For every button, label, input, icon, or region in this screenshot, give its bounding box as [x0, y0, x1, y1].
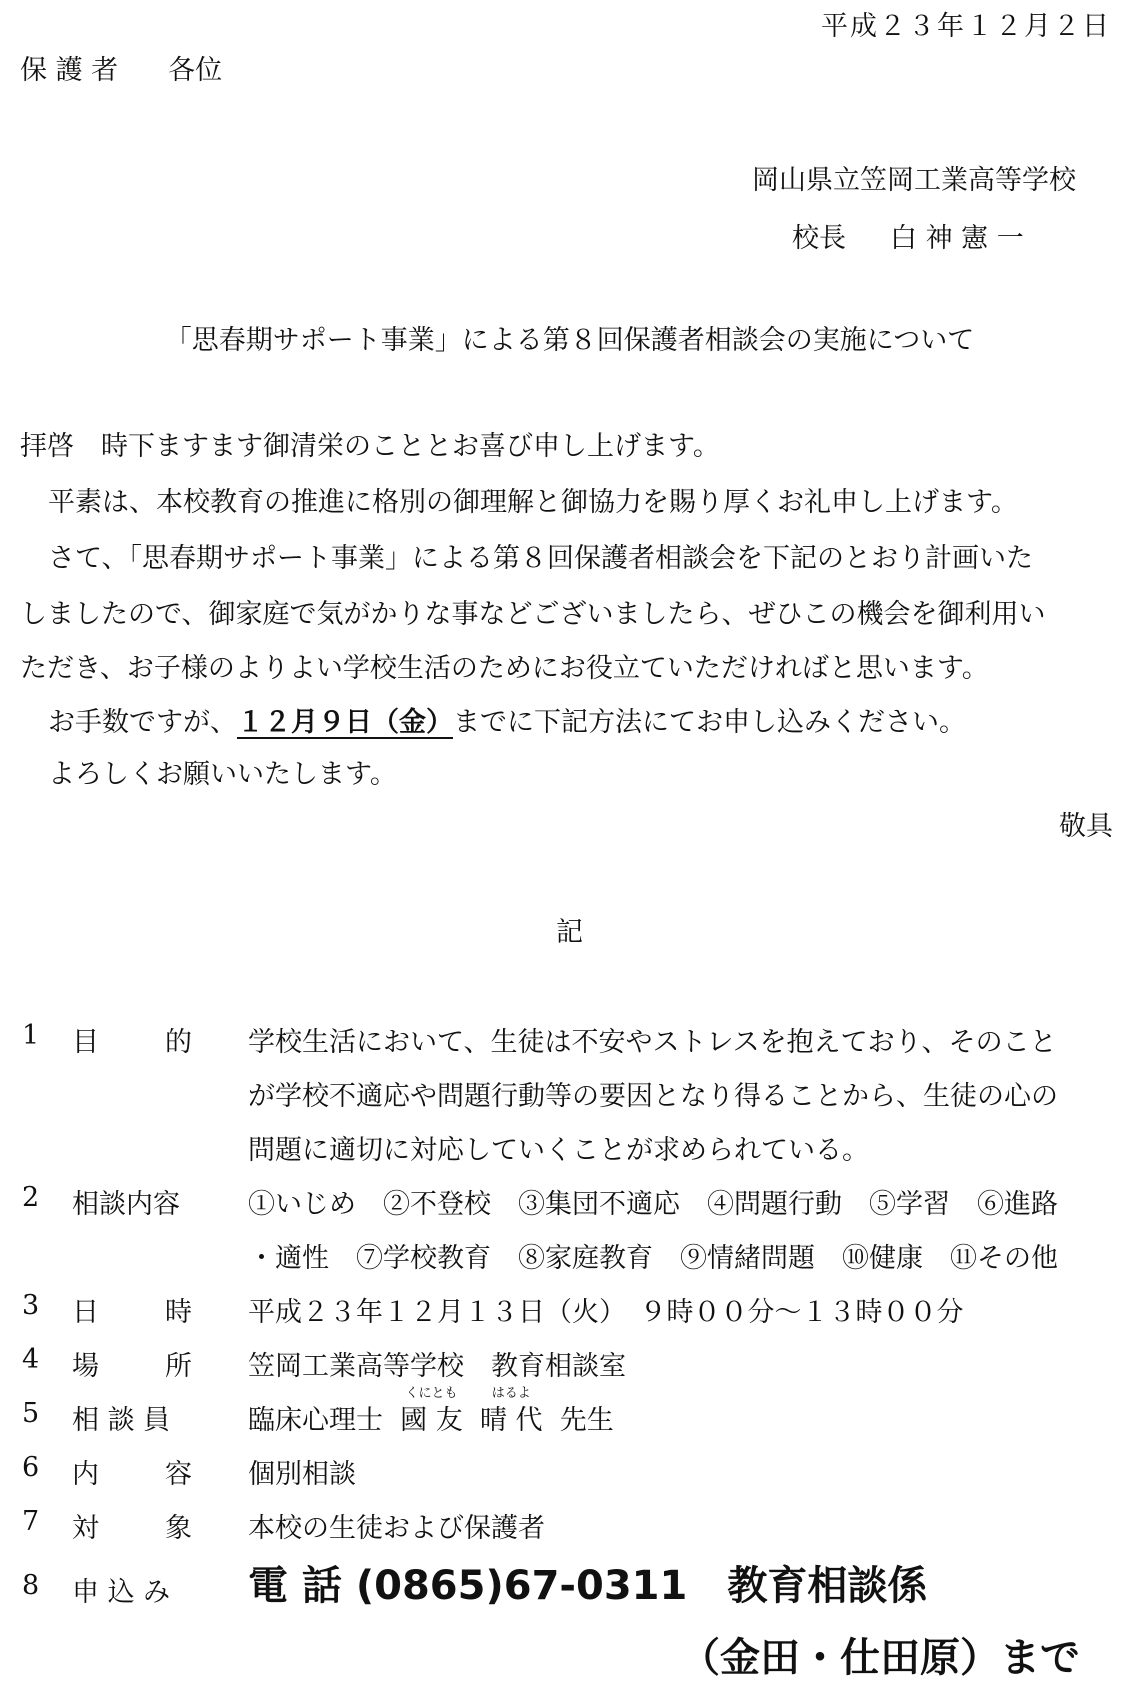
- counselor-given-name-text: 晴 代: [479, 1405, 543, 1436]
- item-1-line-1: 学校生活において、生徒は不安やストレスを抱えており、そのこと: [248, 1027, 1057, 1058]
- body-line-6-post: までに下記方法にてお申し込みください。: [453, 707, 966, 738]
- item-7-number: 7: [22, 1506, 40, 1537]
- counselor-title: 臨床心理士: [248, 1405, 383, 1436]
- school-name: 岡山県立笠岡工業高等学校: [752, 165, 1076, 196]
- item-3-number: 3: [22, 1290, 40, 1321]
- item-8-number: 8: [22, 1570, 40, 1601]
- principal-title: 校長: [792, 223, 846, 254]
- counselor-given-name-ruby: はるよ: [491, 1386, 531, 1401]
- item-2-label: 相談内容: [72, 1189, 180, 1220]
- item-8-label: 申 込 み: [72, 1577, 171, 1608]
- body-line-2: 平素は、本校教育の推進に格別の御理解と御協力を賜り厚くお礼申し上げます。: [48, 487, 1018, 518]
- item-6-label-a: 内: [72, 1459, 99, 1490]
- item-1-number: 1: [22, 1020, 40, 1051]
- item-7-text: 本校の生徒および保護者: [248, 1513, 545, 1544]
- recipient: [20, 48, 222, 87]
- item-4-label-b: 所: [165, 1351, 192, 1382]
- principal-name: 白 神 憲 一: [890, 223, 1024, 254]
- item-1-label-b: 的: [165, 1027, 192, 1058]
- item-5-number: 5: [22, 1398, 40, 1429]
- item-2-line-2: ・適性 ⑦学校教育 ⑧家庭教育 ⑨情緒問題 ⑩健康 ⑪その他: [248, 1243, 1058, 1274]
- item-5-label: 相 談 員: [72, 1405, 171, 1436]
- application-phone: 電 話 (0865)67-0311 教育相談係: [248, 1563, 928, 1609]
- recipient-suffix: 各位: [168, 55, 223, 86]
- closing: 敬具: [1059, 811, 1113, 842]
- body-line-6-pre: お手数ですが、: [48, 707, 237, 738]
- item-6-label: [72, 1452, 192, 1491]
- item-1-label: [72, 1020, 192, 1059]
- item-4-label: [72, 1344, 192, 1383]
- counselor-given-name: [479, 1386, 543, 1437]
- document-title: 「思春期サポート事業」による第８回保護者相談会の実施について: [164, 325, 975, 356]
- ki-heading: 記: [556, 917, 583, 948]
- item-4-number: 4: [22, 1344, 40, 1375]
- item-6-label-b: 容: [165, 1459, 192, 1490]
- body-line-4: しましたので、御家庭で気がかりな事などございましたら、ぜひこの機会を御利用い: [20, 599, 1046, 630]
- item-7-label: [72, 1506, 192, 1545]
- counselor-surname-text: 國 友: [400, 1405, 463, 1436]
- body-line-7: よろしくお願いいたします。: [48, 759, 397, 790]
- application-contact: （金田・仕田原）まで: [680, 1635, 1080, 1681]
- body-line-5: ただき、お子様のよりよい学校生活のためにお役立ていただければと思います。: [20, 653, 989, 684]
- item-3-text: 平成２３年１２月１３日（火） ９時００分～１３時００分: [248, 1297, 964, 1328]
- item-2-number: 2: [22, 1182, 40, 1213]
- item-4-label-a: 場: [72, 1351, 99, 1382]
- item-5-text: [248, 1386, 614, 1437]
- deadline: １２月９日（金）: [237, 707, 453, 738]
- item-7-label-a: 対: [72, 1513, 99, 1544]
- body-line-3: さて、「思春期サポート事業」による第８回保護者相談会を下記のとおり計画いた: [48, 543, 1033, 574]
- document-date: 平成２３年１２月２日: [821, 11, 1111, 42]
- item-3-label-a: 日: [72, 1297, 99, 1328]
- item-1-label-a: 目: [72, 1027, 99, 1058]
- item-7-label-b: 象: [165, 1513, 192, 1544]
- counselor-surname: [400, 1386, 463, 1437]
- greeting: 拝啓 時下ますます御清栄のこととお喜び申し上げます。: [20, 431, 720, 462]
- item-1-line-2: が学校不適応や問題行動等の要因となり得ることから、生徒の心の: [248, 1081, 1058, 1112]
- principal: [792, 216, 1024, 255]
- item-3-label: [72, 1290, 192, 1329]
- item-3-label-b: 時: [165, 1297, 192, 1328]
- body-line-6: [48, 700, 966, 739]
- recipient-main: 保 護 者: [20, 55, 119, 86]
- item-6-number: 6: [22, 1452, 40, 1483]
- counselor-honorific: 先生: [559, 1405, 614, 1436]
- item-2-line-1: ①いじめ ②不登校 ③集団不適応 ④問題行動 ⑤学習 ⑥進路: [248, 1189, 1058, 1220]
- item-4-text: 笠岡工業高等学校 教育相談室: [248, 1351, 626, 1382]
- item-1-line-3: 問題に適切に対応していくことが求められている。: [248, 1135, 869, 1166]
- item-6-text: 個別相談: [248, 1459, 356, 1490]
- counselor-surname-ruby: くにとも: [405, 1386, 458, 1401]
